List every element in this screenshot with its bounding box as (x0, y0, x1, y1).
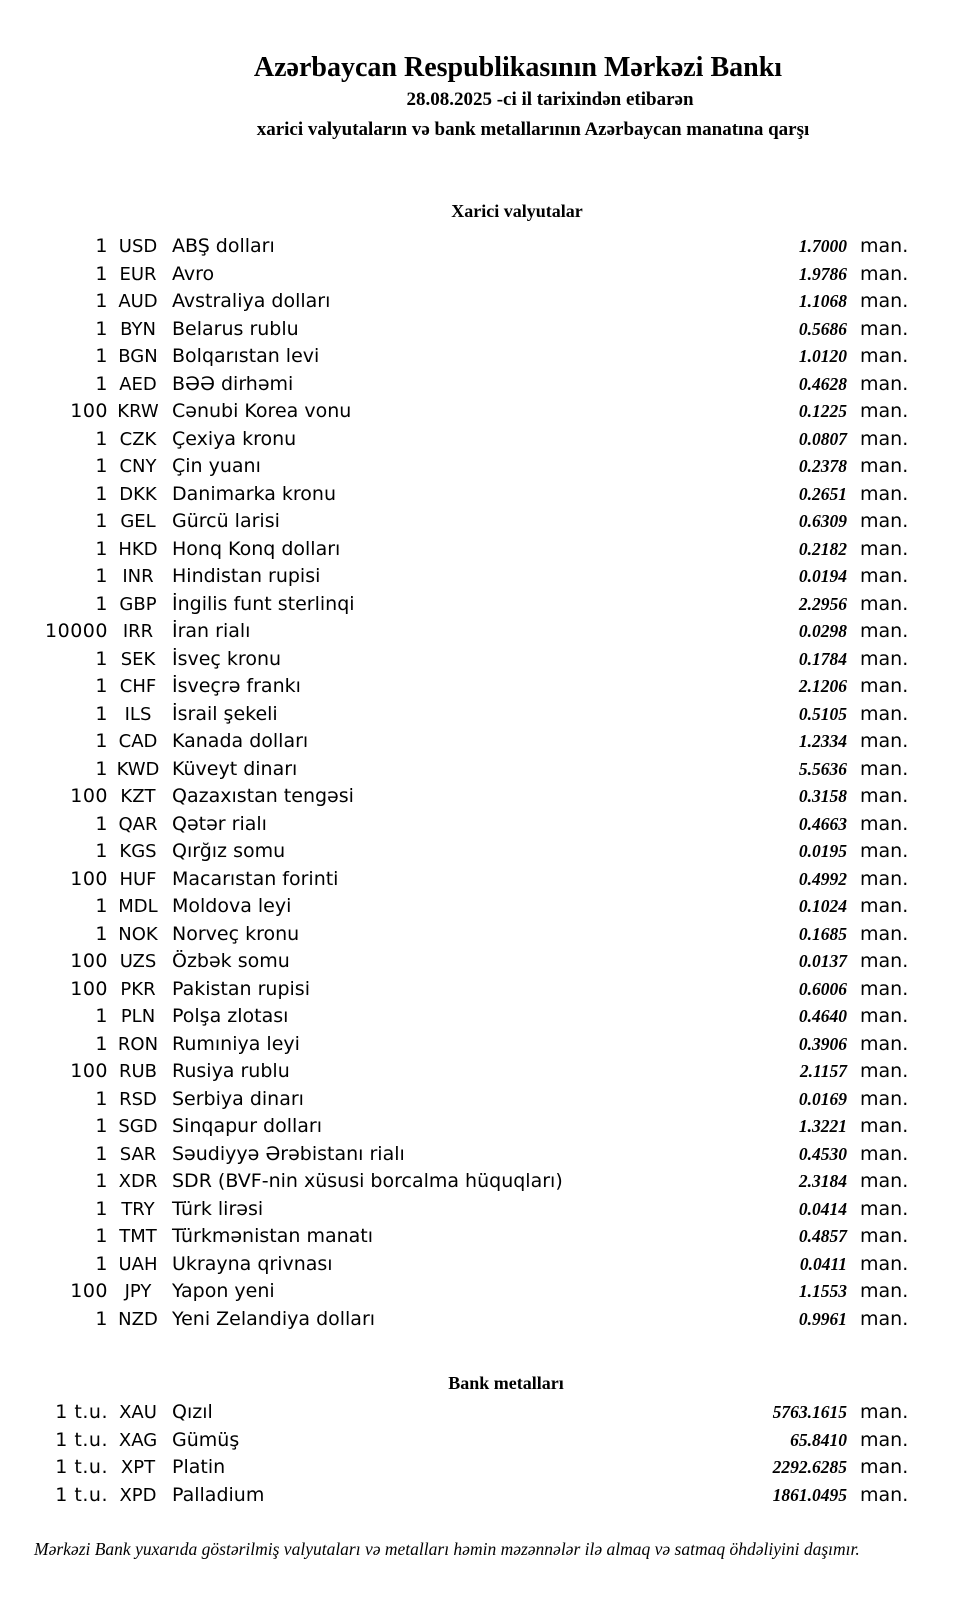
rate-row (0, 1280, 976, 1308)
currency-code: CNY (119, 456, 157, 477)
currency-name: Küveyt dinarı (172, 757, 298, 780)
currency-name: Səudiyyə Ərəbistanı rialı (172, 1142, 405, 1165)
unit-label: man. (860, 730, 909, 752)
rate-value: 0.0807 (798, 428, 847, 449)
rate-row (0, 538, 976, 566)
rate-row (0, 345, 976, 373)
rate-row (0, 400, 976, 428)
unit-label: man. (860, 1060, 909, 1082)
rate-row (0, 1198, 976, 1226)
rate-row (0, 235, 976, 263)
currency-code: AUD (118, 291, 158, 312)
rate-row (0, 1484, 976, 1512)
nominal-quantity: 100 (70, 1060, 108, 1082)
nominal-quantity: 1 (95, 290, 108, 312)
rate-value: 0.3158 (798, 786, 847, 806)
nominal-quantity: 1 (95, 455, 108, 477)
currency-name: Avro (172, 262, 215, 285)
unit-label: man. (860, 592, 909, 615)
rate-value: 0.0298 (798, 621, 847, 641)
unit-label: man. (860, 1483, 909, 1506)
rate-value: 0.3906 (798, 1033, 847, 1054)
currency-code: CAD (118, 731, 158, 752)
unit-label: man. (860, 620, 909, 642)
unit-label: man. (860, 1170, 909, 1192)
currency-code: HKD (118, 538, 158, 560)
currency-code: USD (118, 236, 158, 257)
currency-code: BYN (120, 318, 156, 340)
rate-value: 0.5105 (798, 703, 847, 724)
rate-row (0, 675, 976, 703)
unit-label: man. (860, 977, 909, 1000)
rate-value: 0.9961 (798, 1308, 847, 1329)
rate-row (0, 483, 976, 511)
rate-value: 0.0137 (798, 951, 847, 971)
currency-name: Avstraliya dolları (172, 290, 331, 312)
rate-value: 1.1553 (798, 1281, 847, 1301)
rate-value: 1.3221 (798, 1116, 847, 1136)
currency-code: XAU (119, 1402, 157, 1423)
unit-label: man. (860, 1280, 909, 1302)
nominal-quantity: 1 t.u. (55, 1483, 108, 1506)
unit-label: man. (860, 950, 909, 972)
currency-code: INR (122, 566, 154, 587)
rate-value: 0.4628 (798, 373, 847, 394)
nominal-quantity: 1 (95, 675, 108, 697)
nominal-quantity: 1 (95, 1115, 108, 1137)
nominal-quantity: 100 (70, 400, 108, 422)
nominal-quantity: 1 (95, 1225, 108, 1247)
currency-code: UAH (118, 1253, 158, 1275)
currency-name: İsrail şekeli (172, 702, 278, 725)
rate-row (0, 1253, 976, 1281)
currency-code: RON (117, 1033, 159, 1055)
currency-name: Qızıl (172, 1401, 213, 1423)
unit-label: man. (860, 1005, 909, 1027)
currency-name: Norveç kronu (172, 922, 300, 945)
rate-value: 0.1024 (798, 896, 847, 916)
currency-name: Polşa zlotası (172, 1005, 289, 1027)
currency-code: KWD (116, 758, 160, 780)
nominal-quantity: 100 (70, 977, 108, 1000)
currency-code: KZT (120, 786, 156, 807)
nominal-quantity: 1 t.u. (55, 1456, 108, 1478)
currency-name: Moldova leyi (172, 895, 292, 917)
rate-value: 0.1225 (798, 401, 847, 421)
currency-name: Türk lirəsi (172, 1197, 264, 1220)
currency-code: SAR (119, 1143, 157, 1165)
currency-name: Rumıniya leyi (172, 1032, 300, 1055)
currency-code: PKR (120, 978, 156, 1000)
currency-code: AED (119, 373, 157, 395)
nominal-quantity: 1 (95, 895, 108, 917)
unit-label: man. (860, 372, 909, 395)
currency-name: Çin yuanı (172, 455, 261, 477)
rate-row (0, 1401, 976, 1429)
disclaimer-text: Mərkəzi Bank yuxarıda göstərilmiş valyutaları və metalları həmin məzənnələr ilə almaq və satmaq öhdəliyini daşımır. (34, 1539, 860, 1559)
rate-row (0, 318, 976, 346)
rate-value: 1861.0495 (772, 1484, 847, 1505)
rate-value: 1.0120 (798, 346, 847, 366)
rate-value: 0.5686 (798, 318, 847, 339)
rate-value: 0.4857 (798, 1226, 847, 1246)
currency-name: Palladium (172, 1483, 265, 1506)
rate-value: 1.7000 (798, 236, 847, 256)
rate-value: 2292.6285 (772, 1457, 847, 1477)
currency-code: NOK (118, 923, 158, 945)
rate-row (0, 620, 976, 648)
currency-code: TMT (119, 1226, 157, 1247)
unit-label: man. (860, 1225, 909, 1247)
unit-label: man. (860, 895, 909, 917)
unit-label: man. (860, 1401, 909, 1423)
rate-row (0, 813, 976, 841)
rate-row (0, 1143, 976, 1171)
nominal-quantity: 1 (95, 1197, 108, 1220)
unit-label: man. (860, 345, 909, 367)
nominal-quantity: 1 (95, 1142, 108, 1165)
unit-label: man. (860, 1307, 909, 1330)
currency-code: XPT (120, 1457, 156, 1478)
nominal-quantity: 1 (95, 317, 108, 340)
unit-label: man. (860, 867, 909, 890)
unit-label: man. (860, 1252, 909, 1275)
rate-value: 5763.1615 (772, 1402, 847, 1422)
currency-name: İngilis funt sterlinqi (172, 592, 355, 615)
rate-row (0, 785, 976, 813)
unit-label: man. (860, 922, 909, 945)
rate-value: 1.9786 (798, 263, 847, 284)
currency-name: Çexiya kronu (172, 427, 297, 450)
rate-row (0, 1429, 976, 1457)
nominal-quantity: 1 (95, 592, 108, 615)
rate-row (0, 648, 976, 676)
nominal-quantity: 1 (95, 427, 108, 450)
metals-table (0, 1401, 976, 1511)
currency-code: XDR (118, 1171, 158, 1192)
nominal-quantity: 1 (95, 510, 108, 532)
rate-value: 0.4530 (798, 1143, 847, 1164)
currency-code: EUR (119, 263, 157, 285)
currency-code: DKK (119, 483, 157, 505)
currency-code: HUF (119, 868, 157, 890)
page-title: Azərbaycan Respublikasının Mərkəzi Bankı (253, 52, 783, 83)
unit-label: man. (860, 647, 909, 670)
currency-name: Sinqapur dolları (172, 1115, 323, 1137)
rate-value: 0.0194 (798, 566, 847, 586)
rate-row (0, 758, 976, 786)
rate-row (0, 510, 976, 538)
nominal-quantity: 1 (95, 1032, 108, 1055)
unit-label: man. (860, 262, 909, 285)
currency-name: Gümüş (172, 1428, 240, 1451)
unit-label: man. (860, 757, 909, 780)
rate-value: 65.8410 (790, 1429, 847, 1450)
rate-row (0, 1456, 976, 1484)
currency-name: Özbək somu (172, 950, 290, 972)
currency-name: İran rialı (172, 620, 251, 642)
nominal-quantity: 1 (95, 840, 108, 862)
rate-row (0, 978, 976, 1006)
currency-name: Belarus rublu (172, 317, 299, 340)
currency-code: CZK (119, 428, 157, 450)
currency-code: NZD (118, 1308, 158, 1330)
currency-code: KGS (119, 841, 157, 862)
nominal-quantity: 1 (95, 372, 108, 395)
currency-code: ILS (124, 703, 152, 725)
unit-label: man. (860, 400, 909, 422)
rate-row (0, 1225, 976, 1253)
nominal-quantity: 1 (95, 1170, 108, 1192)
currency-name: Qazaxıstan tengəsi (172, 785, 354, 807)
currencies-table (0, 235, 976, 1335)
nominal-quantity: 1 (95, 1252, 108, 1275)
currency-name: Danimarka kronu (172, 482, 337, 505)
unit-label: man. (860, 1032, 909, 1055)
rate-row (0, 565, 976, 593)
currency-name: İsveç kronu (172, 647, 282, 670)
rate-row (0, 593, 976, 621)
rate-value: 0.6006 (798, 978, 847, 999)
rate-row (0, 1033, 976, 1061)
unit-label: man. (860, 235, 909, 257)
document-subtitle: xarici valyutaların və bank metallarının Azərbaycan manatına qarşı (256, 119, 810, 140)
currency-code: JPY (124, 1281, 152, 1302)
currency-name: Serbiya dinarı (172, 1087, 304, 1110)
currency-code: IRR (122, 621, 154, 642)
rate-value: 1.1068 (798, 291, 847, 311)
currency-name: Qətər rialı (172, 812, 267, 835)
rate-row (0, 1115, 976, 1143)
rate-row (0, 1005, 976, 1033)
currency-code: BGN (118, 346, 158, 367)
rate-value: 5.5636 (798, 758, 847, 779)
nominal-quantity: 100 (70, 950, 108, 972)
nominal-quantity: 1 (95, 812, 108, 835)
unit-label: man. (860, 290, 909, 312)
nominal-quantity: 1 (95, 482, 108, 505)
nominal-quantity: 1 (95, 235, 108, 257)
rate-row (0, 1308, 976, 1336)
rate-value: 0.4992 (798, 868, 847, 889)
unit-label: man. (860, 510, 909, 532)
nominal-quantity: 10000 (45, 620, 108, 642)
unit-label: man. (860, 482, 909, 505)
currency-name: Türkmənistan manatı (172, 1225, 374, 1247)
rate-row (0, 263, 976, 291)
currency-name: BƏƏ dirhəmi (172, 372, 294, 395)
unit-label: man. (860, 537, 909, 560)
currency-name: İsveçrə frankı (172, 675, 301, 697)
currency-code: RSD (119, 1088, 157, 1110)
rate-row (0, 428, 976, 456)
nominal-quantity: 1 (95, 345, 108, 367)
currency-name: ABŞ dolları (172, 235, 275, 257)
unit-label: man. (860, 1115, 909, 1137)
rate-value: 1.2334 (798, 731, 847, 751)
unit-label: man. (860, 427, 909, 450)
rate-value: 0.2182 (798, 538, 847, 559)
rate-row (0, 290, 976, 318)
rate-row (0, 730, 976, 758)
rate-value: 2.3184 (798, 1171, 847, 1191)
unit-label: man. (860, 1087, 909, 1110)
rate-value: 0.2378 (798, 456, 847, 476)
currency-code: MDL (118, 896, 158, 917)
nominal-quantity: 1 (95, 647, 108, 670)
currency-code: QAR (118, 813, 158, 835)
currency-code: XPD (119, 1484, 157, 1506)
nominal-quantity: 1 (95, 1005, 108, 1027)
currency-name: Rusiya rublu (172, 1060, 290, 1082)
currency-code: RUB (118, 1061, 158, 1082)
currency-code: CHF (119, 676, 157, 697)
currency-code: SEK (120, 648, 156, 670)
rate-value: 0.0169 (798, 1088, 847, 1109)
rate-row (0, 840, 976, 868)
nominal-quantity: 1 (95, 1307, 108, 1330)
rate-value: 0.1784 (798, 648, 847, 669)
unit-label: man. (860, 675, 909, 697)
rate-value: 0.4663 (798, 813, 847, 834)
rate-value: 2.1157 (799, 1061, 847, 1081)
effective-date: 28.08.2025 -ci il tarixindən etibarən (406, 89, 694, 110)
currency-code: GEL (120, 511, 156, 532)
rate-row (0, 923, 976, 951)
currency-name: Yeni Zelandiya dolları (172, 1307, 376, 1330)
nominal-quantity: 1 t.u. (55, 1428, 108, 1451)
rate-value: 0.0195 (798, 841, 847, 861)
currency-code: PLN (120, 1006, 156, 1027)
rate-row (0, 895, 976, 923)
currency-name: Kanada dolları (172, 730, 309, 752)
nominal-quantity: 1 (95, 1087, 108, 1110)
rate-value: 2.1206 (798, 676, 847, 696)
nominal-quantity: 1 (95, 702, 108, 725)
nominal-quantity: 1 (95, 922, 108, 945)
unit-label: man. (860, 702, 909, 725)
nominal-quantity: 1 t.u. (55, 1401, 108, 1423)
currency-name: Yapon yeni (172, 1280, 275, 1302)
currency-name: Gürcü larisi (172, 510, 280, 532)
unit-label: man. (860, 1142, 909, 1165)
unit-label: man. (860, 1197, 909, 1220)
currency-code: KRW (117, 401, 159, 422)
nominal-quantity: 1 (95, 757, 108, 780)
currency-code: UZS (119, 951, 157, 972)
rate-row (0, 373, 976, 401)
rate-row (0, 703, 976, 731)
unit-label: man. (860, 455, 909, 477)
unit-label: man. (860, 1428, 909, 1451)
rate-value: 0.4640 (798, 1006, 847, 1026)
rate-value: 0.2651 (798, 483, 847, 504)
currency-code: GBP (119, 593, 157, 615)
rate-row (0, 950, 976, 978)
nominal-quantity: 100 (70, 867, 108, 890)
currency-name: Hindistan rupisi (172, 565, 321, 587)
unit-label: man. (860, 565, 909, 587)
rate-row (0, 1088, 976, 1116)
currency-code: XAG (118, 1429, 158, 1451)
currency-code: TRY (121, 1198, 155, 1220)
currencies-section-title: Xarici valyutalar (451, 201, 583, 221)
unit-label: man. (860, 840, 909, 862)
rate-value: 0.1685 (798, 923, 847, 944)
currency-name: Qırğız somu (172, 840, 286, 862)
rate-row (0, 1060, 976, 1088)
nominal-quantity: 1 (95, 262, 108, 285)
rate-value: 0.0414 (798, 1198, 847, 1219)
currency-name: Cənubi Korea vonu (172, 400, 352, 422)
currency-name: SDR (BVF-nin xüsusi borcalma hüquqları) (172, 1170, 563, 1192)
rate-value: 0.6309 (798, 511, 847, 531)
currency-code: SGD (118, 1116, 158, 1137)
unit-label: man. (860, 785, 909, 807)
currency-name: Platin (172, 1456, 226, 1478)
unit-label: man. (860, 812, 909, 835)
rate-row (0, 455, 976, 483)
nominal-quantity: 1 (95, 565, 108, 587)
nominal-quantity: 1 (95, 730, 108, 752)
currency-name: Macarıstan forinti (172, 867, 339, 890)
nominal-quantity: 1 (95, 537, 108, 560)
unit-label: man. (860, 1456, 909, 1478)
currency-name: Pakistan rupisi (172, 977, 310, 1000)
rate-value: 2.2956 (798, 593, 847, 614)
currency-name: Ukrayna qrivnası (172, 1252, 333, 1275)
currency-name: Honq Konq dolları (172, 537, 341, 560)
rate-value: 0.0411 (799, 1253, 847, 1274)
rate-row (0, 1170, 976, 1198)
metals-section-title: Bank metalları (448, 1373, 564, 1393)
nominal-quantity: 100 (70, 785, 108, 807)
unit-label: man. (860, 317, 909, 340)
rate-row (0, 868, 976, 896)
currency-name: Bolqarıstan levi (172, 345, 320, 367)
nominal-quantity: 100 (70, 1280, 108, 1302)
